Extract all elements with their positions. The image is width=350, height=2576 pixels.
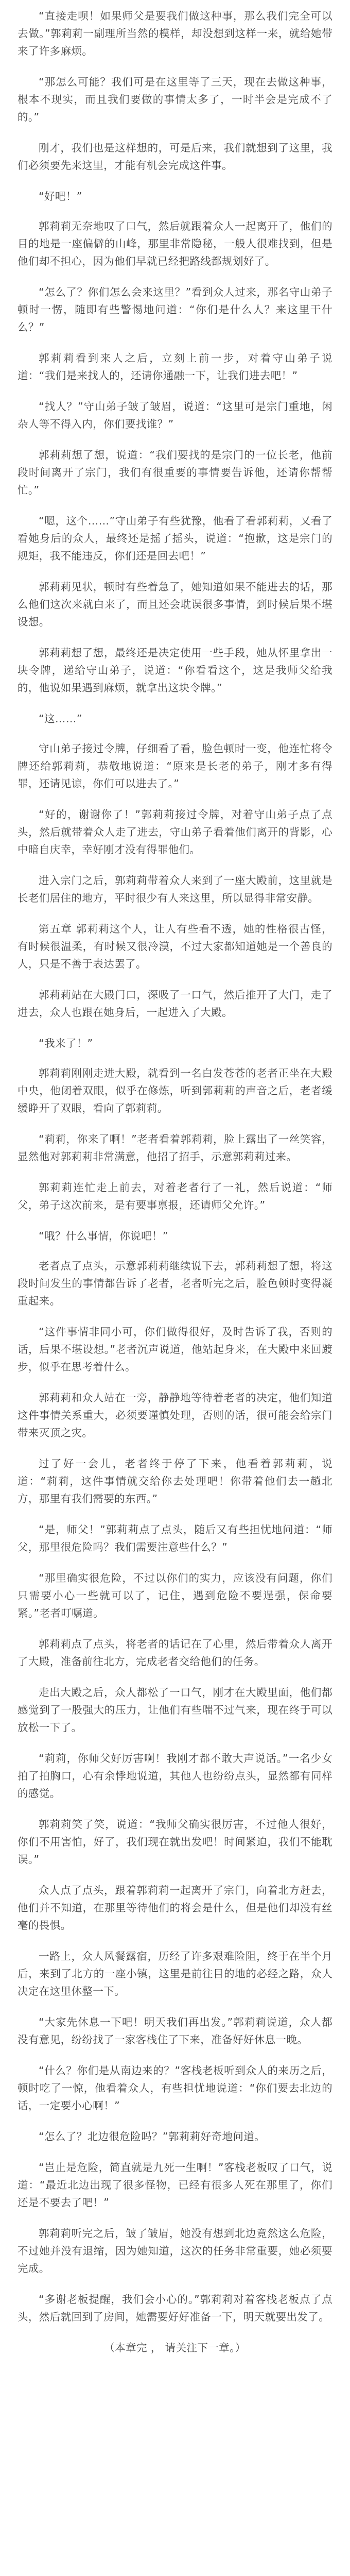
paragraph: “莉莉，你师父好厉害啊！我刚才都不敢大声说话。”一名少女拍了拍胸口，心有余悸地说道，其他人也纷纷点头，显然都有同样的感觉。 (18, 1752, 332, 1800)
chapter-text (18, 7, 332, 2357)
paragraph: 走出大殿之后，众人都松了一口气，刚才在大殿里面，他们都感觉到了一股强大的压力，让他们有些喘不过气来，现在终于可以放松一下了。 (18, 1686, 332, 1734)
paragraph: “那怎么可能？我们可是在这里等了三天，现在去做这种事，根本不现实，而且我们要做的事情太多了，一时半会是完成不了的。” (18, 76, 332, 123)
paragraph: 郭莉莉无奈地叹了口气，然后就跟着众人一起离开了，他们的目的地是一座偏僻的山峰，那里非常隐秘，一般人很难找到，但是他们却不担心，因为他们早就已经把路线都规划好了。 (18, 220, 332, 267)
paragraph: “这……” (39, 713, 82, 725)
paragraph: “多谢老板提醒，我们会小心的。”郭莉莉对着客栈老板点了点头，然后就回到了房间，她需要好好准备一下，明天就要出发了。 (18, 2293, 332, 2323)
paragraph: “什么？你们是从南边来的？”客栈老板听到众人的来历之后，顿时吃了一惊，他看着众人，有些担忧地说道：“你们要去北边的话，一定要小心啊！” (18, 2064, 332, 2112)
paragraph: 郭莉莉看到来人之后，立刻上前一步，对着守山弟子说道：“我们是来找人的，还请你通融一下，让我们进去吧！” (18, 352, 332, 382)
paragraph: “莉莉，你来了啊！”老者看着郭莉莉，脸上露出了一丝笑容，显然他对郭莉莉非常满意，他招了招手，示意郭莉莉过来。 (18, 1133, 332, 1163)
paragraph: “大家先休息一下吧！明天我们再出发。”郭莉莉说道，众人都没有意见，纷纷找了一家客栈住了下来，准备好好休息一晚。 (18, 2016, 332, 2046)
paragraph: “直接走呗！如果师父是要我们做这种事，那么我们完全可以去做。”郭莉莉一副理所当然的模样，却没想到这样一来，就给她带来了许多麻烦。 (18, 10, 332, 57)
paragraph: 进入宗门之后，郭莉莉带着众人来到了一座大殿前，这里就是长老们居住的地方，平时很少有人来这里，所以显得非常安静。 (18, 874, 332, 904)
paragraph: 郭莉莉想了想，最终还是决定使用一些手段，她从怀里拿出一块令牌，递给守山弟子，说道：“你看看这个，这是我师父给我的，他说如果遇到麻烦，就拿出这块令牌。” (18, 647, 332, 694)
paragraph: “好吧！” (39, 190, 82, 202)
paragraph: 郭莉莉刚刚走进大殿，就看到一名白发苍苍的老者正坐在大殿中央，他闭着双眼，似乎在修炼，听到郭莉莉的声音之后，老者缓缓睁开了双眼，看向了郭莉莉。 (18, 1067, 332, 1114)
chapter-end-note: （本章完 ， 请关注下一章。） (104, 2342, 246, 2354)
paragraph: 郭莉莉笑了笑，说道：“我师父确实很厉害，不过他人很好，你们不用害怕，好了，我们现在就出发吧！时间紧迫，我们不能耽误。” (18, 1818, 332, 1866)
paragraph: “找人？”守山弟子皱了皱眉，说道：“这里可是宗门重地，闲杂人等不得入内，你们要找谁？” (18, 400, 332, 430)
paragraph: “我来了！” (39, 1037, 93, 1049)
paragraph: 过了好一会儿，老者终于停了下来，他看着郭莉莉，说道：“莉莉，这件事情就交给你去处理吧！你带着他们去一趟北方，那里有我们需要的东西。” (18, 1458, 332, 1505)
paragraph: 郭莉莉见状，顿时有些着急了，她知道如果不能进去的话，那么他们这次来就白来了，而且还会耽误很多事情，到时候后果不堪设想。 (18, 581, 332, 628)
paragraph: 守山弟子接过令牌，仔细看了看，脸色顿时一变，他连忙将令牌还给郭莉莉，恭敬地说道：“原来是长老的弟子，刚才多有得罪，还请见谅，你们可以进去了。” (18, 742, 332, 790)
paragraph: 郭莉莉点了点头，将老者的话记在了心里，然后带着众人离开了大殿，准备前往北方，完成老者交给他们的任务。 (18, 1638, 332, 1668)
paragraph: 刚才，我们也是这样想的，可是后来，我们就想到了这里，我们必须要先来这里，才能有机会完成这件事。 (18, 142, 332, 172)
paragraph: “怎么了？你们怎么会来这里？”看到众人过来，那名守山弟子顿时一愣，随即有些警惕地问道：“你们是什么人？来这里干什么？” (18, 286, 332, 333)
paragraph: “怎么了？北边很危险吗？”郭莉莉好奇地问道。 (39, 2130, 266, 2143)
paragraph: “是，师父！”郭莉莉点了点头，随后又有些担忧地问道：“师父，那里很危险吗？我们需要注意些什么？” (18, 1523, 332, 1553)
paragraph: “那里确实很危险，不过以你们的实力，应该没有问题，你们只需要小心一些就可以了，记住，遇到危险不要逞强，保命要紧。”老者叮嘱道。 (18, 1572, 332, 1619)
paragraph: “嗯，这个……”守山弟子有些犹豫，他看了看郭莉莉，又看了看她身后的众人，最终还是摇了摇头，说道：“抱歉，这是宗门的规矩，我不能违反，你们还是回去吧！” (18, 515, 332, 562)
paragraph: “这件事情非同小可，你们做得很好，及时告诉了我，否则的话，后果不堪设想。”老者沉声说道，他站起身来，在大殿中来回踱步，似乎在思考着什么。 (18, 1326, 332, 1373)
paragraph: “好的，谢谢你了！”郭莉莉接过令牌，对着守山弟子点了点头，然后就带着众人走了进去，守山弟子看着他们离开的背影，心中暗自庆幸，幸好刚才没有得罪他们。 (18, 808, 332, 856)
paragraph: 郭莉莉听完之后，皱了皱眉，她没有想到北边竟然这么危险，不过她并没有退缩，因为她知道，这次的任务非常重要，她必须要完成。 (18, 2227, 332, 2275)
paragraph: 一路上，众人风餐露宿，历经了许多艰难险阻，终于在半个月后，来到了北方的一座小镇，这里是前往目的地的必经之路，众人决定在这里休整一下。 (18, 1950, 332, 1997)
paragraph: 第五章 郭莉莉这个人，让人有些看不透，她的性格很古怪，有时候很温柔，有时候又很冷漠，不过大家都知道她是一个善良的人，只是不善于表达罢了。 (18, 923, 332, 970)
paragraph: “哦？什么事情，你说吧！” (39, 1230, 168, 1242)
paragraph: 郭莉莉连忙走上前去，对着老者行了一礼，然后说道：“师父，弟子这次前来，是有要事禀报，还请师父允许。” (18, 1181, 332, 1211)
paragraph: 老者点了点头，示意郭莉莉继续说下去，郭莉莉想了想，将这段时间发生的事情都告诉了老者，老者听完之后，脸色顿时变得凝重起来。 (18, 1260, 332, 1307)
paragraph: 郭莉莉想了想，说道：“我们要找的是宗门的一位长老，他前段时间离开了宗门，我们有很重要的事情要告诉他，还请你帮帮忙。” (18, 449, 332, 496)
paragraph: 郭莉莉和众人站在一旁，静静地等待着老者的决定，他们知道这件事情关系重大，必须要谨慎处理，否则的话，很可能会给宗门带来灭顶之灾。 (18, 1392, 332, 1439)
paragraph: “岂止是危险，简直就是九死一生啊！”客栈老板叹了口气，说道：“最近北边出现了很多怪物，已经有很多人死在那里了，你们还是不要去了吧！” (18, 2161, 332, 2209)
paragraph: 郭莉莉站在大殿门口，深吸了一口气，然后推开了大门，走了进去，众人也跟在她身后，一起进入了大殿。 (18, 989, 332, 1019)
paragraph: 众人点了点头，跟着郭莉莉一起离开了宗门，向着北方赶去，他们并不知道，在那里等待他们的将会是什么，但是他们却没有丝毫的畏惧。 (18, 1884, 332, 1931)
